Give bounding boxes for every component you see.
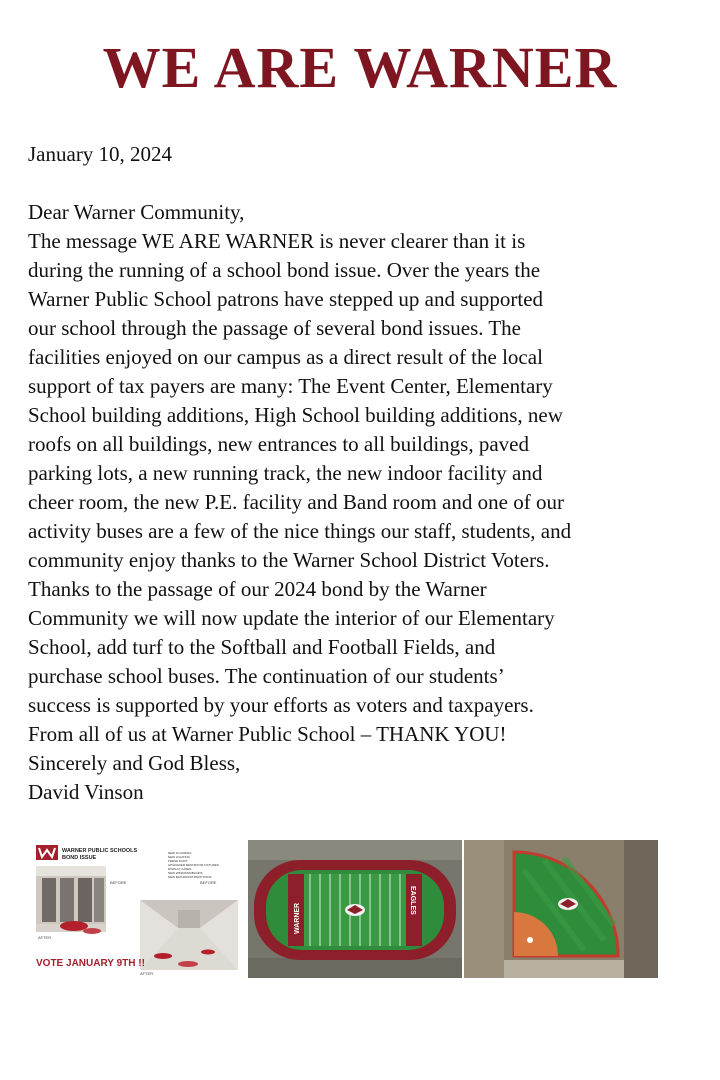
after-label-2: AFTER <box>140 971 154 976</box>
vote-banner: VOTE JANUARY 9TH !! <box>36 958 145 969</box>
softball-field-image <box>464 840 658 978</box>
letter-line: From all of us at Warner Public School – THANK YOU! <box>28 722 507 746</box>
letter-line: facilities enjoyed on our campus as a direct result of the local <box>28 345 543 369</box>
flyer-subheading: BOND ISSUE <box>62 855 97 861</box>
feature-item: NEW BATHROOM PARTITIONS <box>168 875 212 879</box>
after-label-1: AFTER <box>38 935 52 940</box>
feature-item: NEW WINDOWS/BLINDS <box>168 871 203 875</box>
letter-line: Dear Warner Community, <box>28 200 245 224</box>
letter-line: David Vinson <box>28 780 144 804</box>
letter-line: Community we will now update the interior of our Elementary <box>28 606 555 630</box>
letter-line: our school through the passage of several bond issues. The <box>28 316 522 340</box>
endzone-eagles: EAGLES <box>409 886 416 915</box>
before-label-2: BEFORE <box>200 880 217 885</box>
hallway-photo <box>140 900 238 970</box>
letter-line: cheer room, the new P.E. facility and Band room and one of our <box>28 490 564 514</box>
letter-line: School, add turf to the Softball and Football Fields, and <box>28 635 496 659</box>
letter-line: community enjoy thanks to the Warner School District Voters. <box>28 548 550 572</box>
letter-line: Warner Public School patrons have stepped up and supported <box>28 287 544 311</box>
page-title: WE ARE WARNER <box>102 35 618 100</box>
letter-body <box>28 198 708 807</box>
before-label: BEFORE <box>110 880 127 885</box>
letter-line: purchase school buses. The continuation of our students’ <box>28 664 505 688</box>
feature-item: NEW FLOORING <box>168 851 192 855</box>
bond-flyer-image <box>28 840 240 978</box>
letter-line: roofs on all buildings, new entrances to all buildings, paved <box>28 432 529 456</box>
eagle-logo-icon <box>345 904 365 916</box>
letter-line: success is supported by your efforts as voters and taxpayers. <box>28 693 534 717</box>
letter-line: Thanks to the passage of our 2024 bond by the Warner <box>28 577 487 601</box>
feature-item: DISPLAY CASES <box>168 867 192 871</box>
letter-line: support of tax payers are many: The Event Center, Elementary <box>28 374 553 398</box>
letter-line: parking lots, a new running track, the new indoor facility and <box>28 461 543 485</box>
image-strip <box>28 840 658 978</box>
feature-item: FRESH PAINT <box>168 859 188 863</box>
letter-line: during the running of a school bond issue. Over the years the <box>28 258 541 282</box>
before-photo <box>36 866 106 924</box>
school-logo-icon <box>36 845 58 860</box>
letter-date: January 10, 2024 <box>28 142 173 166</box>
letter-line: activity buses are a few of the nice things our staff, students, and <box>28 519 572 543</box>
endzone-warner: WARNER <box>294 902 301 934</box>
eagle-logo-icon <box>558 898 578 910</box>
letter-line: The message WE ARE WARNER is never clearer than it is <box>28 229 526 253</box>
flyer-heading: WARNER PUBLIC SCHOOLS <box>62 848 138 854</box>
letter-line: Sincerely and God Bless, <box>28 751 241 775</box>
football-field-image <box>248 840 462 978</box>
letter-line: School building additions, High School building additions, new <box>28 403 563 427</box>
feature-item: UPGRADED RESTROOM FIXTURES <box>168 863 219 867</box>
feature-item: NEW LIGHTING <box>168 855 191 859</box>
